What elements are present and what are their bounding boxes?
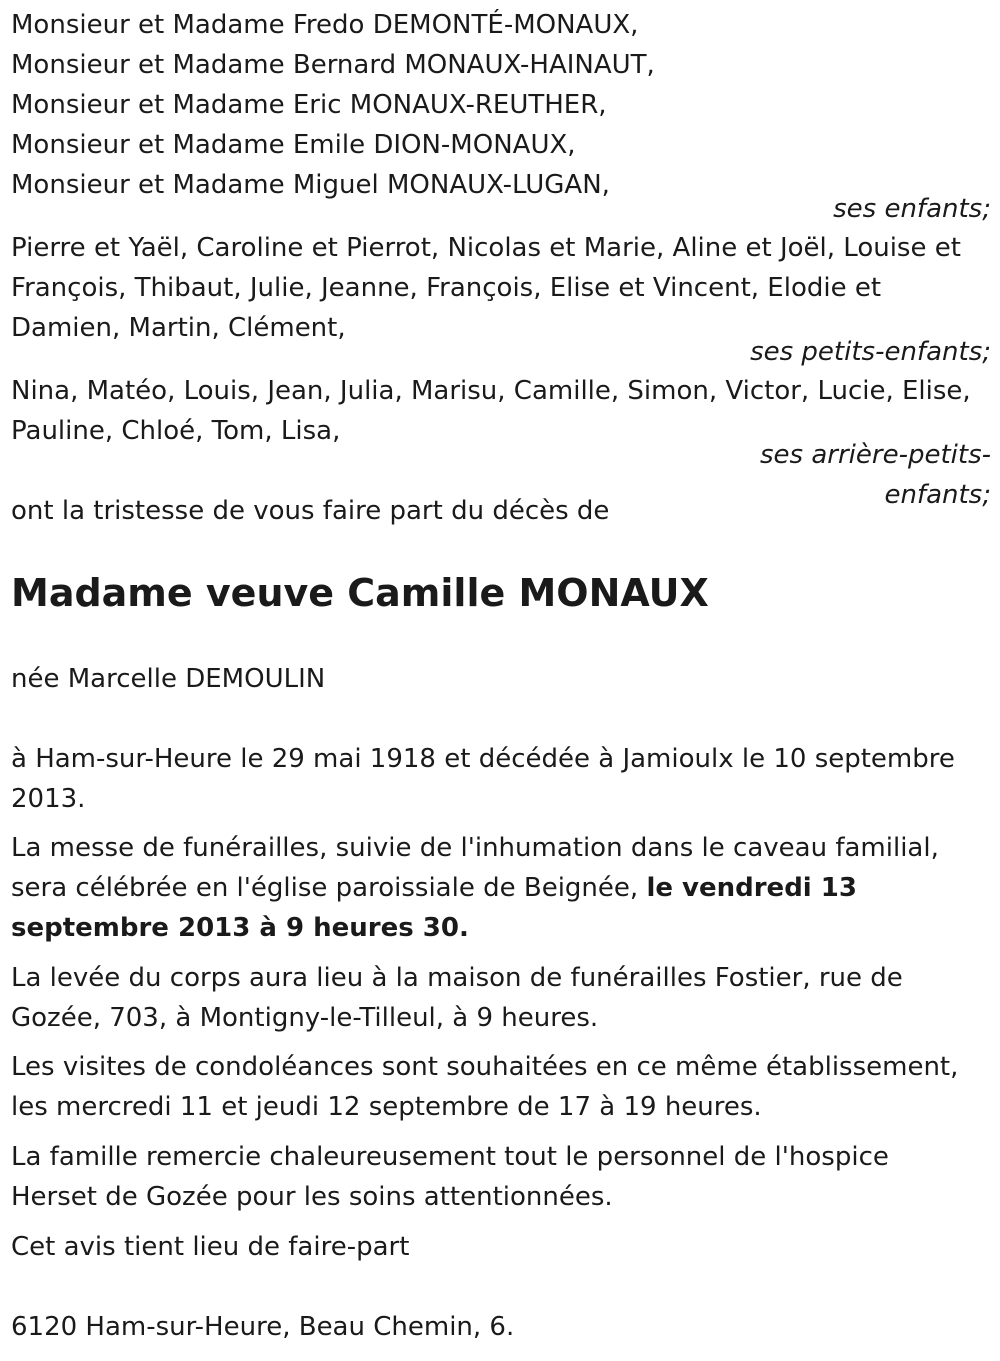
great-grandchildren-line: Nina, Matéo, Louis, Jean, Julia, Marisu, Camille, Simon, Victor, Lucie, Elise, <box>11 376 971 406</box>
grandchildren-line: François, Thibaut, Julie, Jeanne, François, Elise et Vincent, Elodie et <box>11 273 882 303</box>
birth-death-line: à Ham-sur-Heure le 29 mai 1918 et décédée à Jamioulx le 10 septembre <box>11 744 955 774</box>
grandchildren-role: ses petits-enfants; <box>750 337 991 367</box>
child-line: Monsieur et Madame Bernard MONAUX-HAINAUT, <box>11 50 655 80</box>
funeral-line <box>11 908 469 948</box>
child-line: Monsieur et Madame Eric MONAUX-REUTHER, <box>11 90 607 120</box>
grandchildren-line: Pierre et Yaël, Caroline et Pierrot, Nicolas et Marie, Aline et Joël, Louise et <box>11 233 961 263</box>
maiden-name: née Marcelle DEMOULIN <box>11 664 326 694</box>
children-role: ses enfants; <box>833 194 991 224</box>
grandchildren-line: Damien, Martin, Clément, <box>11 313 346 343</box>
announcement: ont la tristesse de vous faire part du décès de <box>11 496 610 526</box>
great-grandchildren-role: ses arrière-petits- <box>760 440 991 470</box>
thanks-line: Herset de Gozée pour les soins attentionnées. <box>11 1182 613 1212</box>
visits-line: Les visites de condoléances sont souhaitées en ce même établissement, <box>11 1052 959 1082</box>
child-line: Monsieur et Madame Miguel MONAUX-LUGAN, <box>11 170 610 200</box>
great-grandchildren-line: Pauline, Chloé, Tom, Lisa, <box>11 416 341 446</box>
birth-death-line: 2013. <box>11 784 86 814</box>
child-line: Monsieur et Madame Fredo DEMONTÉ-MONAUX, <box>11 10 639 40</box>
funeral-line: La messe de funérailles, suivie de l'inhumation dans le caveau familial, <box>11 833 939 863</box>
funeral-line <box>11 868 857 908</box>
visits-line: les mercredi 11 et jeudi 12 septembre de 17 à 19 heures. <box>11 1092 762 1122</box>
funeral-church: sera célébrée en l'église paroissiale de Beignée, <box>11 873 647 903</box>
funeral-time: septembre 2013 à 9 heures 30. <box>11 913 469 943</box>
deceased-name: Madame veuve Camille MONAUX <box>11 571 709 615</box>
thanks-line: La famille remercie chaleureusement tout le personnel de l'hospice <box>11 1142 889 1172</box>
notice-line: Cet avis tient lieu de faire-part <box>11 1232 410 1262</box>
child-line: Monsieur et Madame Emile DION-MONAUX, <box>11 130 576 160</box>
great-grandchildren-role: enfants; <box>884 480 991 510</box>
levee-line: La levée du corps aura lieu à la maison de funérailles Fostier, rue de <box>11 963 903 993</box>
levee-line: Gozée, 703, à Montigny-le-Tilleul, à 9 heures. <box>11 1003 599 1033</box>
funeral-date: le vendredi 13 <box>646 873 857 903</box>
address: 6120 Ham-sur-Heure, Beau Chemin, 6. <box>11 1312 515 1342</box>
